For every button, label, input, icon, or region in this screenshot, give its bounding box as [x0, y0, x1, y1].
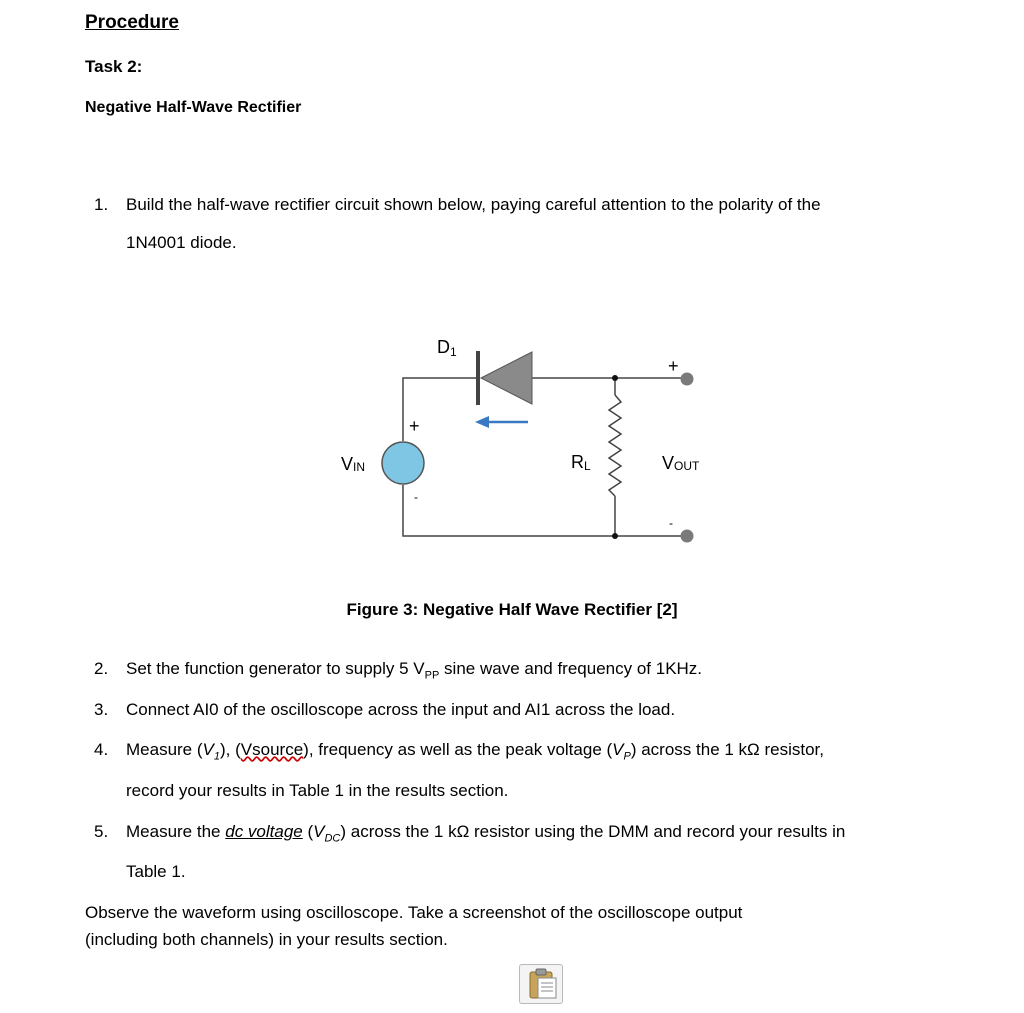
step-number: 2.: [94, 659, 109, 678]
dc-voltage-term: dc voltage: [225, 822, 303, 841]
junction-node-bottom: [612, 533, 618, 539]
step-text-continued: record your results in Table 1 in the results section.: [126, 781, 509, 800]
vin-label: VIN: [341, 454, 366, 474]
junction-node-top: [612, 375, 618, 381]
source-plus-sign: +: [409, 416, 420, 436]
step-text: Measure the dc voltage $(V_{DC})$ across the 1 kΩ resistor using the DMM and record your results in: [126, 822, 846, 845]
output-minus-sign: -: [669, 516, 673, 530]
observe-paragraph-line-2: (including both channels) in your results section.: [85, 930, 448, 949]
step-text: Connect AI0 of the oscilloscope across the input and AI1 across the load.: [126, 700, 676, 719]
step-text: Measure $(V_1)$, (Vsource), frequency as well as the peak voltage $(V_P)$ across the 1 kΩ resistor,: [126, 740, 825, 763]
output-terminal-positive: [681, 373, 694, 386]
procedure-heading: Procedure: [85, 12, 179, 33]
task-heading: Task 2:: [85, 57, 143, 76]
step-text-continued: 1N4001 diode.: [126, 233, 237, 252]
current-arrow-icon: [475, 416, 528, 428]
vout-label: VOUT: [662, 453, 700, 473]
output-plus-sign: +: [668, 356, 679, 376]
voltage-source-icon: [382, 442, 424, 484]
step-number: 4.: [94, 740, 109, 759]
figure-caption: Figure 3: Negative Half Wave Rectifier [2]: [346, 600, 678, 619]
step-text-continued: Table 1.: [126, 862, 186, 881]
step-number: 5.: [94, 822, 109, 841]
d1-label: D1: [437, 337, 457, 359]
vsource-term: Vsource: [240, 740, 304, 759]
diode-d1: [478, 351, 532, 405]
section-subtitle: Negative Half-Wave Rectifier: [85, 99, 302, 116]
step-text: Set the function generator to supply 5 $V_{PP}$ sine wave and frequency of 1KHz.: [126, 659, 703, 682]
output-terminal-negative: [681, 530, 694, 543]
step-number: 3.: [94, 700, 109, 719]
step-number: 1.: [94, 195, 109, 214]
clipboard-icon: [520, 965, 562, 1003]
observe-paragraph-line-1: Observe the waveform using oscilloscope. Take a screenshot of the oscilloscope output: [85, 903, 743, 922]
rl-label: RL: [571, 452, 591, 473]
source-minus-sign: -: [414, 490, 418, 504]
paste-options-button[interactable]: [519, 964, 563, 1004]
step-text: Build the half-wave rectifier circuit shown below, paying careful attention to the polarity of the: [126, 195, 821, 214]
